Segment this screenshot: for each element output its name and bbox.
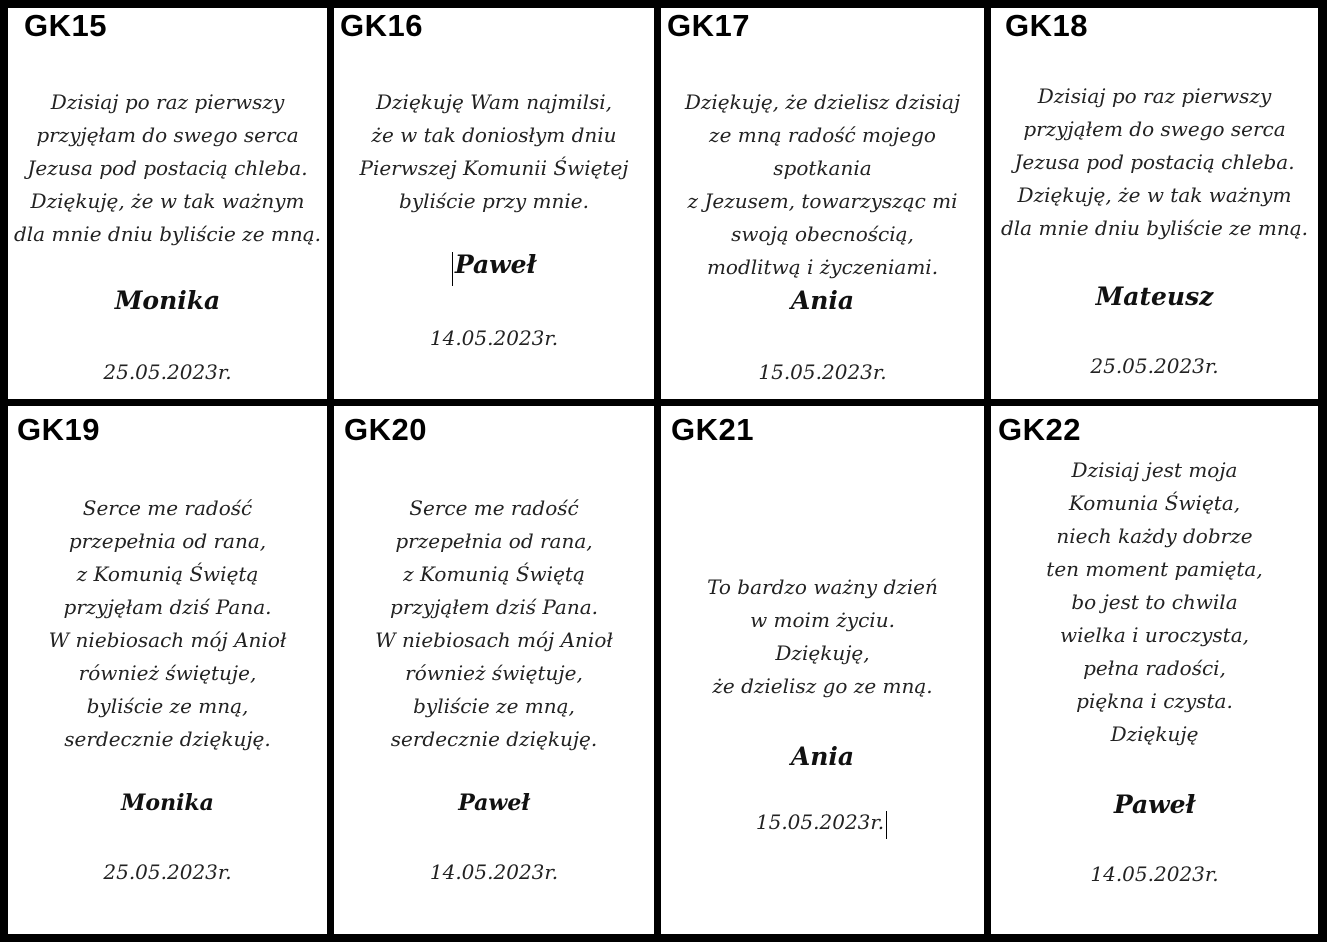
card-name: Ania — [790, 742, 855, 771]
card-name: Paweł — [454, 250, 537, 279]
verse-line: że w tak doniosłym dniu — [371, 123, 617, 147]
verse-line: z Komunią Świętą — [76, 562, 259, 586]
card-code: GK20 — [344, 412, 427, 447]
verse-line: Dzisiaj po raz pierwszy — [50, 90, 285, 114]
verse-line: ten moment pamięta, — [1046, 557, 1263, 581]
card-name: Paweł — [1113, 790, 1196, 819]
verse-line: Komunia Święta, — [1068, 491, 1241, 515]
card-date: 15.05.2023r. — [758, 360, 887, 384]
card-date: 25.05.2023r. — [103, 360, 232, 384]
card-name: Monika — [114, 286, 221, 315]
card-verse — [991, 454, 1318, 751]
text-cursor — [452, 252, 453, 286]
verse-line: Jezusa pod postacią chleba. — [1014, 150, 1295, 174]
card-verse — [661, 86, 984, 284]
card-code: GK22 — [998, 412, 1081, 447]
verse-line: z Jezusem, towarzysząc mi — [687, 189, 958, 213]
verse-line: modlitwą i życzeniami. — [706, 255, 939, 279]
card-gk18 — [991, 8, 1318, 399]
verse-line: Dziękuję, — [775, 641, 870, 665]
verse-line: byliście ze mną, — [86, 694, 249, 718]
verse-line: przepełnia od rana, — [395, 529, 593, 553]
card-verse — [661, 571, 984, 703]
card-code: GK18 — [1005, 8, 1088, 43]
card-verse — [8, 86, 327, 251]
verse-line: swoją obecnością, — [731, 222, 914, 246]
card-code: GK16 — [340, 8, 423, 43]
verse-line: przyjąłem do swego serca — [1023, 117, 1286, 141]
card-name: Ania — [790, 286, 855, 315]
card-verse — [8, 492, 327, 756]
card-date: 14.05.2023r. — [429, 326, 559, 350]
card-gk15 — [8, 8, 327, 399]
verse-line: Jezusa pod postacią chleba. — [27, 156, 308, 180]
card-gk17 — [661, 8, 984, 399]
verse-line: również świętuje, — [405, 661, 583, 685]
verse-line: niech każdy dobrze — [1056, 524, 1253, 548]
card-name: Paweł — [458, 790, 530, 816]
card-gk21 — [661, 406, 984, 934]
text-cursor — [886, 811, 887, 839]
card-gk19 — [8, 406, 327, 934]
verse-line: przepełnia od rana, — [68, 529, 267, 553]
verse-line: W niebiosach mój Anioł — [48, 628, 287, 652]
card-gk20 — [334, 406, 654, 934]
verse-line: również świętuje, — [78, 661, 257, 685]
verse-line: z Komunią Świętą — [403, 562, 585, 586]
card-gk22 — [991, 406, 1318, 934]
card-date: 15.05.2023r. — [755, 810, 885, 834]
verse-line: serdecznie dziękuję. — [64, 727, 271, 751]
verse-line: dla mnie dniu byliście ze mną. — [13, 222, 322, 246]
card-gk16 — [334, 8, 654, 399]
card-verse — [334, 86, 654, 218]
card-code: GK15 — [24, 8, 107, 43]
card-date: 14.05.2023r. — [429, 860, 559, 884]
verse-line: w moim życiu. — [750, 608, 895, 632]
verse-line: W niebiosach mój Anioł — [375, 628, 613, 652]
verse-line: Dziękuję, że dzielisz dzisiaj — [684, 90, 961, 114]
verse-line: byliście przy mnie. — [399, 189, 589, 213]
verse-line: przyjęłam dziś Pana. — [63, 595, 272, 619]
card-date: 25.05.2023r. — [103, 860, 232, 884]
verse-line: byliście ze mną, — [413, 694, 575, 718]
card-code: GK21 — [671, 412, 754, 447]
verse-line: Pierwszej Komunii Świętej — [359, 156, 629, 180]
card-date: 14.05.2023r. — [1090, 862, 1219, 886]
verse-line: piękna i czysta. — [1076, 689, 1233, 713]
card-verse — [334, 492, 654, 756]
card-code: GK17 — [667, 8, 750, 43]
verse-line: przyjęłam do swego serca — [36, 123, 299, 147]
card-name: Monika — [121, 790, 214, 816]
verse-line: serdecznie dziękuję. — [390, 727, 598, 751]
verse-line: Dziękuję — [1110, 722, 1199, 746]
card-verse — [991, 80, 1318, 245]
verse-line: Dziękuję, że w tak ważnym — [1017, 183, 1292, 207]
verse-line: że dzielisz go ze mną. — [712, 674, 933, 698]
card-date: 25.05.2023r. — [1090, 354, 1219, 378]
verse-line: wielka i uroczysta, — [1059, 623, 1249, 647]
verse-line: bo jest to chwila — [1071, 590, 1238, 614]
verse-line: Serce me radość — [82, 496, 253, 520]
card-code: GK19 — [17, 412, 100, 447]
verse-line: To bardzo ważny dzień — [707, 575, 938, 599]
verse-line: dla mnie dniu byliście ze mną. — [1000, 216, 1309, 240]
verse-line: Dziękuję Wam najmilsi, — [375, 90, 613, 114]
verse-line: Dziękuję, że w tak ważnym — [30, 189, 305, 213]
verse-line: Serce me radość — [409, 496, 579, 520]
verse-line: Dzisiaj po raz pierwszy — [1037, 84, 1272, 108]
verse-line: przyjąłem dziś Pana. — [390, 595, 598, 619]
verse-line: ze mną radość mojego spotkania — [709, 123, 936, 180]
card-name: Mateusz — [1095, 282, 1214, 311]
verse-line: pełna radości, — [1083, 656, 1226, 680]
verse-line: Dzisiaj jest moja — [1071, 458, 1238, 482]
